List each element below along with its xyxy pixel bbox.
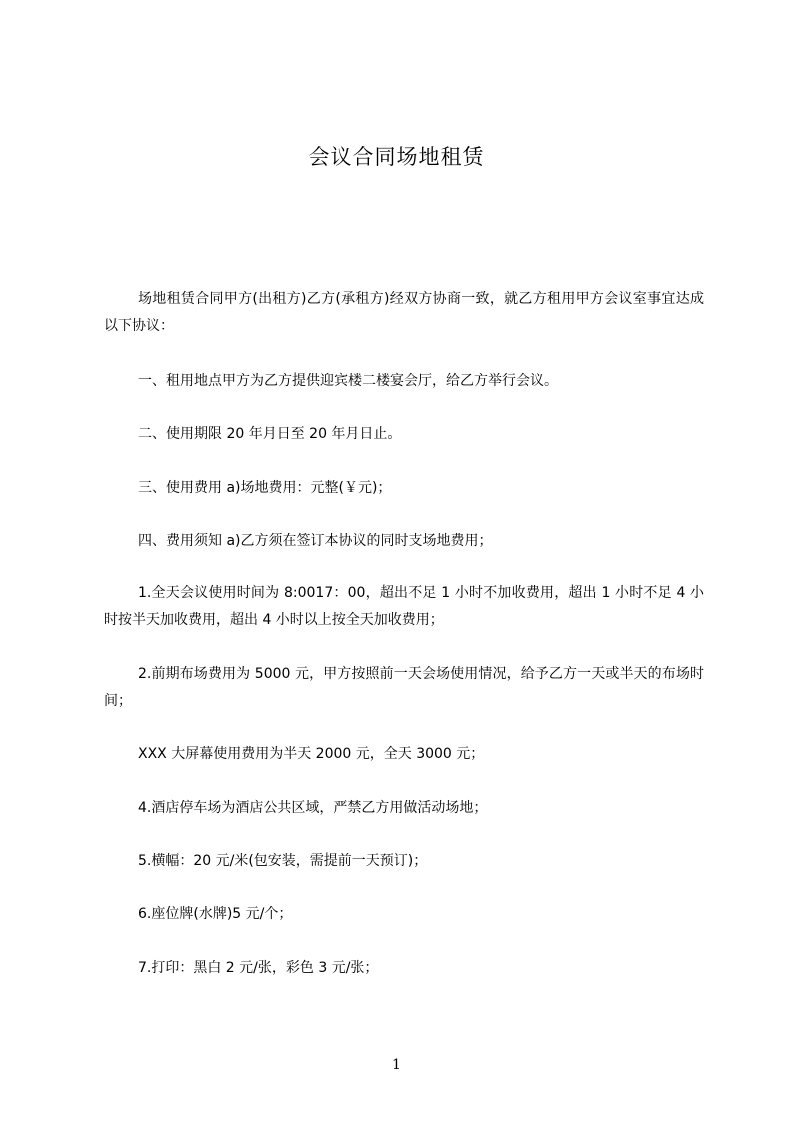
paragraph-item-5: 5.横幅：20 元/米(包安装，需提前一天预订)； bbox=[138, 853, 428, 869]
paragraph-item-3: XXX 大屏幕使用费用为半天 2000 元，全天 3000 元； bbox=[138, 746, 485, 762]
document-title: 会议合同场地租赁 bbox=[308, 145, 485, 169]
paragraph-item-2: 2.前期布场费用为 5000 元，甲方按照前一天会场使用情况，给予乙方一天或半天的布场时间； bbox=[104, 666, 704, 709]
paragraph-clause-1: 一、租用地点甲方为乙方提供迎宾楼二楼宴会厅，给乙方举行会议。 bbox=[138, 373, 558, 389]
paragraph-item-7: 7.打印：黑白 2 元/张，彩色 3 元/张； bbox=[138, 960, 379, 976]
paragraph-item-1: 1.全天会议使用时间为 8:0017：00，超出不足 1 小时不加收费用，超出 1 小时不足 4 小时按半天加收费用，超出 4 小时以上按全天加收费用； bbox=[104, 585, 704, 628]
paragraph-clause-2: 二、使用期限 20 年月日至 20 年月日止。 bbox=[138, 426, 402, 442]
paragraph-item-6: 6.座位牌(水牌)5 元/个； bbox=[138, 906, 293, 922]
paragraph-clause-4: 四、费用须知 a)乙方须在签订本协议的同时支场地费用； bbox=[138, 533, 493, 549]
page-number: 1 bbox=[392, 1057, 401, 1073]
paragraph-intro: 场地租赁合同甲方(出租方)乙方(承租方)经双方协商一致，就乙方租用甲方会议室事宜达成以下协议： bbox=[104, 291, 704, 334]
paragraph-clause-3: 三、使用费用 a)场地费用：元整(￥元)； bbox=[138, 480, 392, 496]
paragraph-item-4: 4.酒店停车场为酒店公共区域，严禁乙方用做活动场地； bbox=[138, 800, 488, 816]
